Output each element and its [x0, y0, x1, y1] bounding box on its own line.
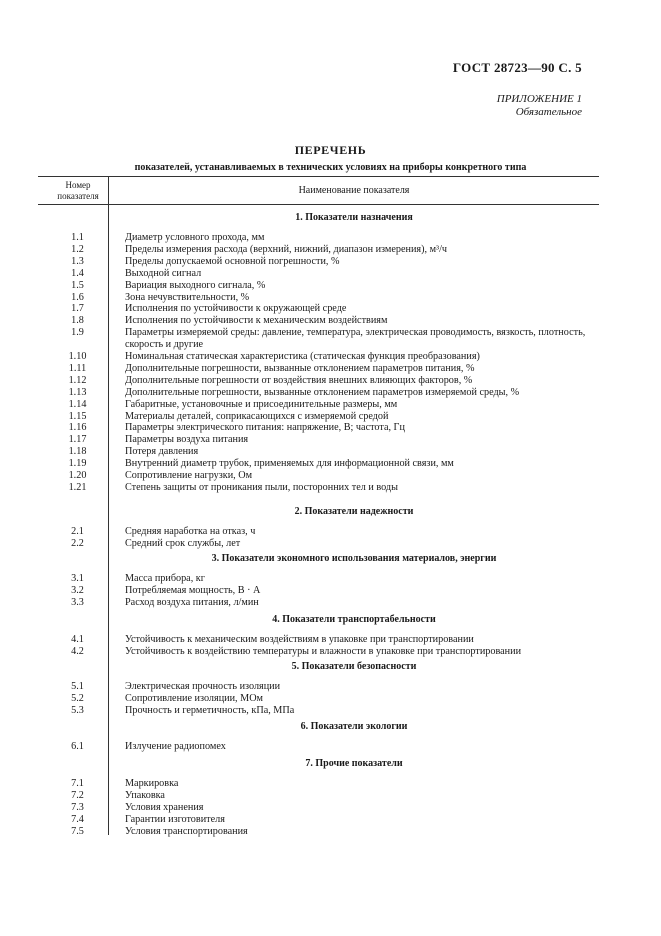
row-number: 1.17: [68, 434, 87, 446]
table-row: [0, 790, 661, 802]
page-header-code: ГОСТ 28723—90 С. 5: [452, 60, 582, 75]
row-text: Сопротивление нагрузки, Ом: [125, 470, 253, 481]
row-number: 1.5: [71, 279, 84, 291]
row-text: Зона нечувствительности, %: [125, 291, 250, 303]
row-number: 1.1: [71, 232, 84, 243]
table-row: [0, 693, 661, 705]
section-heading: 4. Показатели транспортабельности: [272, 614, 436, 625]
table-row: [0, 646, 661, 658]
table-row: [0, 434, 661, 446]
row-text: Дополнительные погрешности, вызванные отклонением параметров измеряемой среды, %: [125, 386, 520, 398]
table-row: [0, 315, 661, 327]
row-number: 1.12: [68, 374, 87, 386]
table-row: [0, 802, 661, 814]
table-row: [0, 458, 661, 470]
section-heading: 3. Показатели экономного использования материалов, энергии: [211, 553, 497, 564]
table-row: [0, 597, 661, 609]
row-number: 1.20: [68, 470, 87, 481]
table-row: [0, 292, 661, 304]
section-heading: 2. Показатели надежности: [294, 506, 414, 517]
row-text: Условия хранения: [125, 801, 204, 813]
table-row: [0, 470, 661, 482]
row-number: 3.2: [71, 584, 84, 596]
table-row: [0, 387, 661, 399]
appendix-title: ПРИЛОЖЕНИЕ 1: [496, 93, 582, 105]
table-row: [0, 375, 661, 387]
row-text: Устойчивость к механическим воздействиям в упаковке при транспортировании: [125, 634, 474, 645]
row-number: 1.15: [68, 410, 87, 422]
row-text: Потеря давления: [125, 446, 199, 458]
table-row: [0, 526, 661, 538]
row-number: 7.1: [71, 778, 84, 789]
row-text: Выходной сигнал: [125, 267, 202, 279]
section-heading: 7. Прочие показатели: [305, 758, 403, 769]
table-top-border: [38, 176, 599, 177]
row-text: Расход воздуха питания, л/мин: [125, 596, 259, 608]
table-row: [0, 280, 661, 292]
row-number: 1.8: [71, 315, 84, 327]
row-text: Средний срок службы, лет: [125, 537, 241, 549]
table-row: [0, 244, 661, 256]
row-number: 1.18: [68, 446, 87, 458]
table-row: [0, 422, 661, 434]
row-text: Параметры воздуха питания: [125, 434, 249, 446]
row-number: 1.13: [68, 386, 87, 398]
section-heading: 1. Показатели назначения: [295, 212, 413, 223]
table-row: [0, 705, 661, 717]
row-number: 1.11: [68, 362, 87, 374]
row-number: 1.10: [68, 351, 87, 362]
section-heading: 6. Показатели экологии: [300, 721, 408, 732]
row-text: Прочность и герметичность, кПа, МПа: [125, 704, 295, 716]
row-text: Упаковка: [125, 789, 165, 801]
table-row: [0, 363, 661, 375]
row-number: 1.3: [71, 255, 84, 267]
table-row: [0, 411, 661, 423]
table-row: [0, 327, 661, 351]
row-text: Условия транспортирования: [125, 825, 248, 837]
row-number: 1.7: [71, 303, 84, 315]
row-number: 1.14: [68, 398, 87, 410]
row-number: 6.1: [71, 741, 84, 752]
row-number: 2.1: [71, 526, 84, 537]
table-row: [0, 446, 661, 458]
row-number: 1.9: [71, 327, 84, 339]
row-text: Гарантии изготовителя: [125, 813, 225, 825]
row-number: 5.1: [71, 681, 84, 692]
row-number: 1.6: [71, 291, 84, 303]
table-row: [0, 826, 661, 838]
row-text: Пределы допускаемой основной погрешности, %: [125, 255, 340, 267]
row-number: 7.2: [71, 789, 84, 801]
row-number: 4.1: [71, 634, 84, 645]
column-header-name: Наименование показателя: [298, 185, 410, 196]
table-row: [0, 482, 661, 494]
table-row: [0, 351, 661, 363]
row-text: Исполнения по устойчивости к окружающей среде: [125, 303, 347, 315]
row-text: Диаметр условного прохода, мм: [125, 232, 265, 243]
row-text: Маркировка: [125, 778, 179, 789]
table-row: [0, 538, 661, 550]
row-number: 1.4: [71, 267, 84, 279]
row-text: Вариация выходного сигнала, %: [125, 279, 266, 291]
document-subtitle: показателей, устанавливаемых в технических условиях на приборы конкретного типа: [134, 162, 527, 173]
table-row: [0, 573, 661, 585]
row-text: Сопротивление изоляции, МОм: [125, 692, 264, 704]
row-text: Степень защиты от проникания пыли, посторонних тел и воды: [125, 481, 398, 493]
table-row: [0, 232, 661, 244]
row-text: Устойчивость к воздействию температуры и влажности в упаковке при транспортировании: [125, 645, 522, 657]
column-header-number: [38, 180, 118, 202]
row-text: Дополнительные погрешности от воздействия внешних влияющих факторов, %: [125, 374, 473, 386]
row-text: Номинальная статическая характеристика (статическая функция преобразования): [125, 351, 480, 362]
row-number: 7.5: [71, 825, 84, 837]
row-number: 3.1: [71, 573, 84, 584]
row-text: Параметры электрического питания: напряжение, В; частота, Гц: [125, 422, 405, 434]
row-number: 7.3: [71, 801, 84, 813]
appendix-label: [497, 93, 582, 119]
column-header-number-line1: Номер: [65, 180, 91, 190]
row-number: 1.19: [68, 458, 87, 470]
row-text: Габаритные, установочные и присоединительные размеры, мм: [125, 398, 398, 410]
row-text: Дополнительные погрешности, вызванные отклонением параметров питания, %: [125, 362, 475, 374]
table-row: [0, 256, 661, 268]
row-number: 4.2: [71, 645, 84, 657]
column-header-number-line2: показателя: [57, 191, 99, 201]
row-text: Масса прибора, кг: [125, 573, 205, 584]
row-number: 3.3: [71, 596, 84, 608]
table-row: [0, 268, 661, 280]
appendix-status: Обязательное: [515, 106, 582, 118]
table-row: [0, 741, 661, 753]
row-number: 1.16: [68, 422, 87, 434]
row-number: 7.4: [71, 813, 84, 825]
row-text: Потребляемая мощность, В · А: [125, 584, 261, 596]
table-row: [0, 303, 661, 315]
table-header-border: [38, 204, 599, 205]
row-text: Внутренний диаметр трубок, применяемых для информационной связи, мм: [125, 458, 454, 470]
section-heading: 5. Показатели безопасности: [291, 661, 417, 672]
table-row: [0, 634, 661, 646]
row-text: Материалы деталей, соприкасающихся с измеряемой средой: [125, 410, 389, 422]
table-row: [0, 681, 661, 693]
row-text: Пределы измерения расхода (верхний, нижний, диапазон измерения), м³/ч: [125, 243, 448, 255]
row-number: 5.2: [71, 692, 84, 704]
row-number: 2.2: [71, 537, 84, 549]
row-number: 5.3: [71, 704, 84, 716]
table-row: [0, 778, 661, 790]
document-title: ПЕРЕЧЕНЬ: [294, 143, 367, 157]
row-number: 1.21: [68, 481, 87, 493]
table-row: [0, 399, 661, 411]
row-text: Параметры измеряемой среды: давление, температура, электрическая проводимость, вязкость, плотность, скорость и другие: [125, 327, 586, 351]
row-text: Исполнения по устойчивости к механическим воздействиям: [125, 315, 388, 327]
row-text: Электрическая прочность изоляции: [125, 681, 281, 692]
row-number: 1.2: [71, 243, 84, 255]
table-row: [0, 585, 661, 597]
table-row: [0, 814, 661, 826]
row-text: Излучение радиопомех: [125, 741, 226, 752]
row-text: Средняя наработка на отказ, ч: [125, 526, 256, 537]
